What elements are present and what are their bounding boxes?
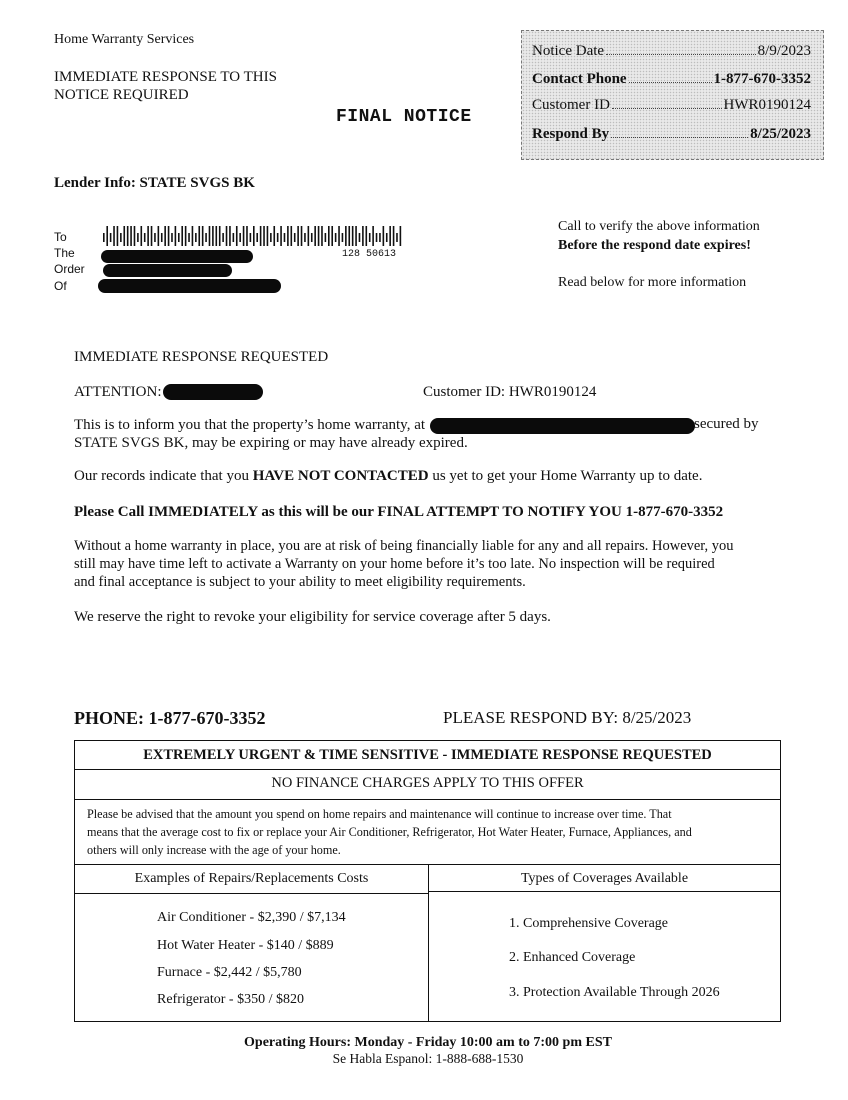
verify-line-2: Before the respond date expires!: [558, 238, 751, 253]
operating-hours: Operating Hours: Monday - Friday 10:00 am to 7:00 pm EST: [244, 1035, 612, 1050]
barcode-bar: [243, 226, 245, 246]
barcode-bar: [175, 226, 177, 246]
barcode-bar: [389, 226, 391, 246]
repair-cost-item: Hot Water Heater - $140 / $889: [157, 938, 334, 953]
paragraph-3-line-1: Without a home warranty in place, you are at risk of being financially liable for any and all repairs. However, you: [74, 538, 734, 554]
info-value: HWR0190124: [723, 97, 811, 113]
barcode-bar: [314, 226, 316, 246]
barcode-bar: [297, 226, 299, 246]
order-label: Order: [54, 262, 85, 276]
barcode-bar: [246, 226, 248, 246]
barcode-bar: [151, 226, 153, 246]
to-label: To: [54, 230, 67, 244]
spanish-line: Se Habla Espanol: 1-888-688-1530: [332, 1051, 524, 1066]
paragraph-2: Our records indicate that you HAVE NOT CONTACTED us yet to get your Home Warranty up to date.: [74, 468, 703, 484]
barcode-bar: [181, 226, 183, 246]
barcode-bar: [348, 226, 350, 246]
barcode-bar: [202, 226, 204, 246]
barcode-bar: [106, 226, 108, 246]
barcode-bar: [386, 233, 388, 242]
barcode-bar: [270, 233, 272, 242]
barcode-bar: [304, 233, 306, 242]
info-row-respond-by: [532, 126, 811, 146]
barcode-bar: [113, 226, 115, 246]
info-label: Customer ID: [532, 97, 610, 113]
barcode-bar: [233, 233, 235, 242]
info-row-customer-id: [532, 97, 811, 117]
offer-table: [74, 740, 781, 1022]
barcode-bar: [123, 226, 125, 246]
barcode-bar: [260, 226, 262, 246]
footer-respond-by: PLEASE RESPOND BY: 8/25/2023: [443, 708, 692, 727]
barcode-bar: [164, 226, 166, 246]
redaction-bar: [430, 418, 695, 434]
barcode-bar: [345, 226, 347, 246]
barcode-bar: [178, 233, 180, 242]
barcode-bar: [301, 226, 303, 246]
barcode-bar: [355, 226, 357, 246]
barcode-bar: [212, 226, 214, 246]
barcode-bar: [284, 233, 286, 242]
barcode-bar: [328, 226, 330, 246]
barcode-bar: [226, 226, 228, 246]
barcode-bar: [103, 233, 105, 242]
barcode-bar: [154, 233, 156, 242]
redaction-bar: [101, 250, 253, 263]
barcode-bar: [130, 226, 132, 246]
barcode-bar: [222, 233, 224, 242]
verify-line-1: Call to verify the above information: [558, 219, 760, 234]
urgent-notice-line-2: NOTICE REQUIRED: [54, 87, 189, 103]
barcode-bar: [342, 233, 344, 242]
lender-info: Lender Info: STATE SVGS BK: [54, 175, 255, 191]
paragraph-1-start: This is to inform you that the property’s home warranty, at: [74, 417, 426, 433]
barcode-bar: [400, 226, 402, 246]
repair-cost-item: Air Conditioner - $2,390 / $7,134: [157, 910, 346, 925]
barcode-bar: [362, 226, 364, 246]
barcode-bar: [147, 226, 149, 246]
paragraph-3-line-2: still may have time left to activate a Warranty on your home before it’s too late. No inspection will be required: [74, 556, 715, 572]
paragraph-3-line-3: and final acceptance is subject to your ability to meet eligibility requirements.: [74, 574, 526, 590]
barcode-bar: [280, 226, 282, 246]
redaction-bar: [163, 384, 263, 400]
coverage-item: 2. Enhanced Coverage: [509, 950, 636, 965]
barcode-bar: [366, 226, 368, 246]
footer-phone: PHONE: 1-877-670-3352: [74, 708, 266, 728]
barcode-bar: [229, 226, 231, 246]
attention-label: ATTENTION:: [74, 384, 162, 400]
barcode-bar: [396, 233, 398, 242]
customer-id-line: Customer ID: HWR0190124: [423, 384, 597, 400]
info-value: 8/25/2023: [750, 126, 811, 142]
repair-cost-item: Furnace - $2,442 / $5,780: [157, 965, 302, 980]
redaction-bar: [98, 279, 281, 293]
barcode-bar: [393, 226, 395, 246]
info-label: Notice Date: [532, 43, 605, 59]
info-value: 1-877-670-3352: [713, 71, 811, 87]
table-subtitle: NO FINANCE CHARGES APPLY TO THIS OFFER: [271, 775, 584, 791]
urgent-notice-line-1: IMMEDIATE RESPONSE TO THIS: [54, 69, 277, 85]
barcode-bar: [256, 233, 258, 242]
barcode-bar: [277, 233, 279, 242]
barcode-bar: [321, 226, 323, 246]
barcode-bar: [239, 233, 241, 242]
coverage-item: 3. Protection Available Through 2026: [509, 985, 720, 1000]
coverage-item: 1. Comprehensive Coverage: [509, 916, 669, 931]
info-row-notice-date: [532, 43, 811, 63]
barcode-bar: [198, 226, 200, 246]
barcode-bar: [383, 226, 385, 246]
barcode-bar: [168, 226, 170, 246]
barcode-bar: [335, 233, 337, 242]
barcode-bar: [219, 226, 221, 246]
barcode-bar: [352, 226, 354, 246]
table-title: EXTREMELY URGENT & TIME SENSITIVE - IMMEDIATE RESPONSE REQUESTED: [143, 747, 712, 763]
barcode-number: 128 50613: [342, 249, 397, 260]
barcode-bar: [338, 226, 340, 246]
barcode-bar: [134, 226, 136, 246]
barcode-bar: [250, 233, 252, 242]
paragraph-1-end: secured by: [694, 416, 759, 432]
verify-line-3: Read below for more information: [558, 275, 747, 290]
table-advisory: Please be advised that the amount you spend on home repairs and maintenance will continue to increase over time. That means that the average cost to fix or replace your Air Conditioner, Refrigerator, Hot Water Heater, Furnace, Appliances, and others will only increase with the age of your home.: [87, 807, 692, 857]
barcode-bar: [369, 233, 371, 242]
request-heading: IMMEDIATE RESPONSE REQUESTED: [74, 349, 329, 365]
barcode-bar: [325, 233, 327, 242]
company-name: Home Warranty Services: [54, 32, 195, 47]
the-label: The: [54, 246, 75, 260]
barcode-bar: [195, 233, 197, 242]
paragraph-1-line-2: STATE SVGS BK, may be expiring or may have already expired.: [74, 435, 468, 451]
barcode-bar: [291, 226, 293, 246]
barcode-bar: [273, 226, 275, 246]
barcode-bar: [236, 226, 238, 246]
barcode-bar: [141, 226, 143, 246]
barcode-bar: [110, 233, 112, 242]
barcode-bar: [205, 233, 207, 242]
barcode-bar: [120, 233, 122, 242]
barcode-bar: [158, 226, 160, 246]
barcode-bar: [318, 226, 320, 246]
barcode-bar: [216, 226, 218, 246]
barcode-bar: [117, 226, 119, 246]
barcode-bar: [311, 233, 313, 242]
call-immediately-line: Please Call IMMEDIATELY as this will be our FINAL ATTEMPT TO NOTIFY YOU 1-877-670-3352: [74, 504, 724, 520]
barcode-bar: [376, 233, 378, 242]
barcode-bar: [331, 226, 333, 246]
of-label: Of: [54, 279, 67, 293]
coverages-column-header: Types of Coverages Available: [520, 871, 689, 886]
barcode-bar: [267, 226, 269, 246]
barcode-bar: [144, 233, 146, 242]
barcode-bar: [263, 226, 265, 246]
barcode-bar: [209, 226, 211, 246]
repairs-column-header: Examples of Repairs/Replacements Costs: [134, 871, 369, 886]
final-notice-title: FINAL NOTICE: [336, 107, 472, 127]
info-label: Contact Phone: [532, 71, 627, 87]
barcode-bar: [294, 233, 296, 242]
barcode-bar: [137, 233, 139, 242]
repair-cost-item: Refrigerator - $350 / $820: [157, 992, 304, 1007]
barcode-bar: [188, 233, 190, 242]
barcode-bar: [372, 226, 374, 246]
barcode-bar: [171, 233, 173, 242]
info-row-contact-phone: [532, 71, 811, 91]
barcode-bar: [253, 226, 255, 246]
info-value: 8/9/2023: [757, 43, 811, 59]
barcode-bar: [185, 226, 187, 246]
postal-barcode: [103, 226, 403, 246]
paragraph-4: We reserve the right to revoke your eligibility for service coverage after 5 days.: [74, 609, 551, 625]
notice-info-box: [521, 30, 824, 160]
info-label: Respond By: [532, 126, 610, 142]
barcode-bar: [359, 233, 361, 242]
redaction-bar: [103, 264, 232, 277]
barcode-bar: [192, 226, 194, 246]
barcode-bar: [379, 233, 381, 242]
barcode-bar: [161, 233, 163, 242]
barcode-bar: [287, 226, 289, 246]
barcode-bar: [127, 226, 129, 246]
barcode-bar: [308, 226, 310, 246]
